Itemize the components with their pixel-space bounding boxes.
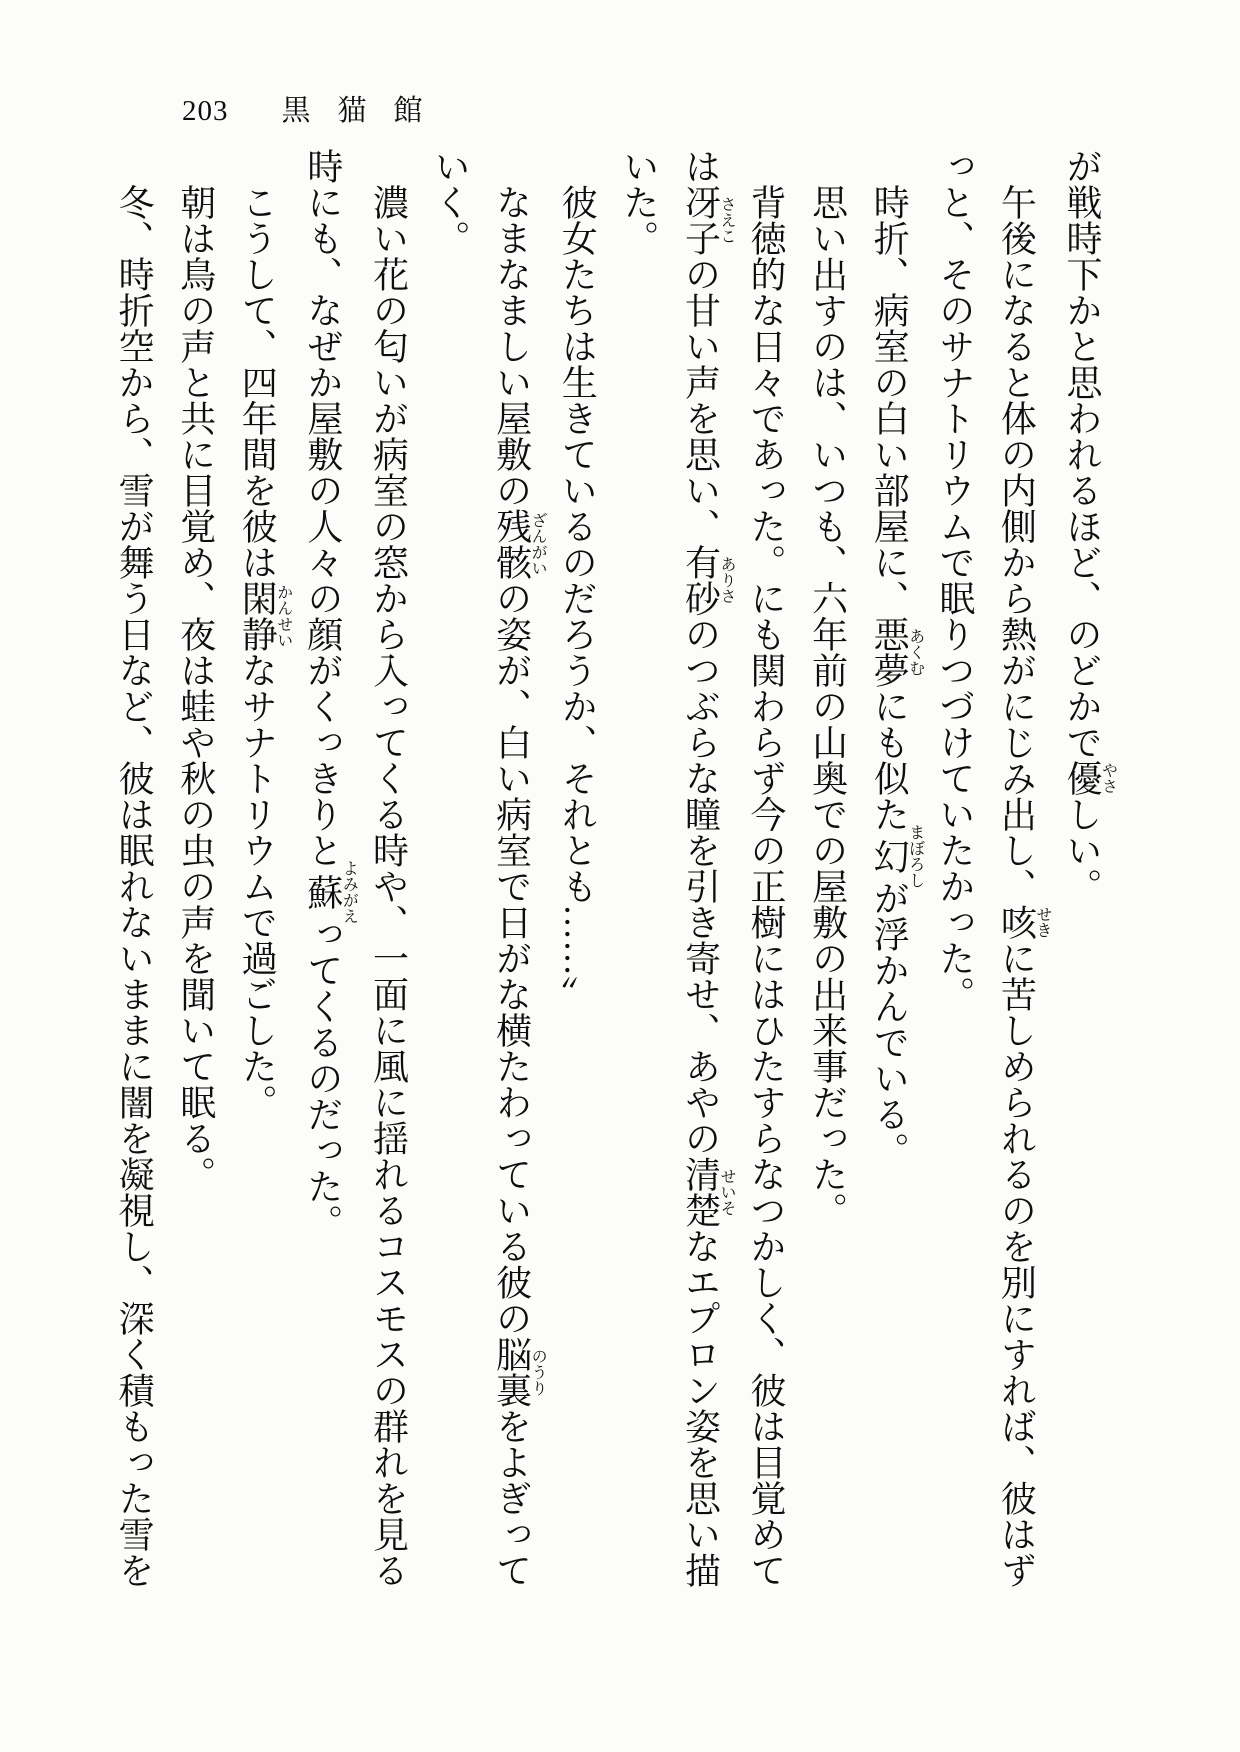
ruby-annotated-text: 幻まぼろし bbox=[869, 824, 924, 888]
furigana: やさ bbox=[1099, 760, 1117, 796]
text-column: っと、そのサナトリウムで眠りつづけていたかった。 bbox=[934, 148, 975, 1012]
text-column: なまなましい屋敷の残骸ざんがいの姿が、白い病室で日がな横たわっている彼の脳裏のうりをよぎって bbox=[491, 184, 547, 1588]
furigana: ざんがい bbox=[529, 508, 547, 580]
ruby-annotated-text: 蘇よみがえ bbox=[302, 860, 358, 924]
text-column: いた。 bbox=[618, 148, 659, 256]
ruby-annotated-text: 清楚せいそ bbox=[680, 1156, 735, 1228]
furigana: あくむ bbox=[906, 616, 924, 688]
ruby-annotated-text: 有砂ありさ bbox=[680, 544, 735, 616]
text-column: 背徳的な日々であった。にも関わらず今の正樹にはひたすらなつかしく、彼は目覚めて bbox=[746, 184, 787, 1588]
text-column: 時にも、なぜか屋敷の人々の顔がくっきりと蘇よみがえってくるのだった。 bbox=[302, 148, 358, 1240]
body-text bbox=[103, 148, 1117, 1596]
furigana: せいそ bbox=[717, 1156, 735, 1228]
page-number: 203 bbox=[182, 95, 229, 127]
furigana: さえこ bbox=[717, 184, 735, 256]
text-column: が戦時下かと思われるほど、のどかで優やさしい。 bbox=[1062, 148, 1117, 904]
text-column: 朝は鳥の声と共に目覚め、夜は蛙や秋の虫の声を聞いて眠る。 bbox=[175, 184, 216, 1192]
text-column: 濃い花の匂いが病室の窓から入ってくる時や、一面に風に揺れるコスモスの群れを見る bbox=[368, 184, 409, 1588]
furigana: せき bbox=[1033, 904, 1051, 940]
ruby-annotated-text: 悪夢あくむ bbox=[869, 616, 924, 688]
ruby-annotated-text: 閑静かんせい bbox=[237, 580, 292, 652]
text-column: こうして、四年間を彼は閑静かんせいなサナトリウムで過ごした。 bbox=[237, 184, 292, 1120]
ruby-annotated-text: 残骸ざんがい bbox=[491, 508, 547, 580]
ruby-annotated-text: 優やさ bbox=[1062, 760, 1117, 796]
text-column: 午後になると体の内側から熱がにじみ出し、咳せきに苦しめられるのを別にすれば、彼はず bbox=[996, 184, 1051, 1588]
furigana: よみがえ bbox=[340, 860, 358, 924]
text-column: いく。 bbox=[430, 148, 471, 256]
text-column: 彼女たちは生きているのだろうか、それとも……〟 bbox=[557, 184, 598, 1012]
book-title: 黒猫館 bbox=[281, 95, 450, 127]
furigana: まぼろし bbox=[906, 824, 924, 888]
furigana: かんせい bbox=[274, 580, 292, 652]
text-column: 思い出すのは、いつも、六年前の山奥での屋敷の出来事だった。 bbox=[807, 184, 848, 1228]
ruby-annotated-text: 脳裏のうり bbox=[491, 1336, 547, 1408]
ruby-annotated-text: 冴子さえこ bbox=[680, 184, 735, 256]
text-column: 時折、病室の白い部屋に、悪夢あくむにも似た幻まぼろしが浮かんでいる。 bbox=[869, 184, 924, 1168]
furigana: のうり bbox=[529, 1336, 547, 1408]
text-column: 冬、時折空から、雪が舞う日など、彼は眠れないままに闇を凝視し、深く積もった雪を bbox=[114, 184, 155, 1588]
running-head bbox=[182, 97, 450, 126]
furigana: ありさ bbox=[717, 544, 735, 616]
text-column: は冴子さえこの甘い声を思い、有砂ありさのつぶらな瞳を引き寄せ、あやの清楚せいそなエプロン姿を思い描 bbox=[680, 148, 735, 1588]
ruby-annotated-text: 咳せき bbox=[996, 904, 1051, 940]
